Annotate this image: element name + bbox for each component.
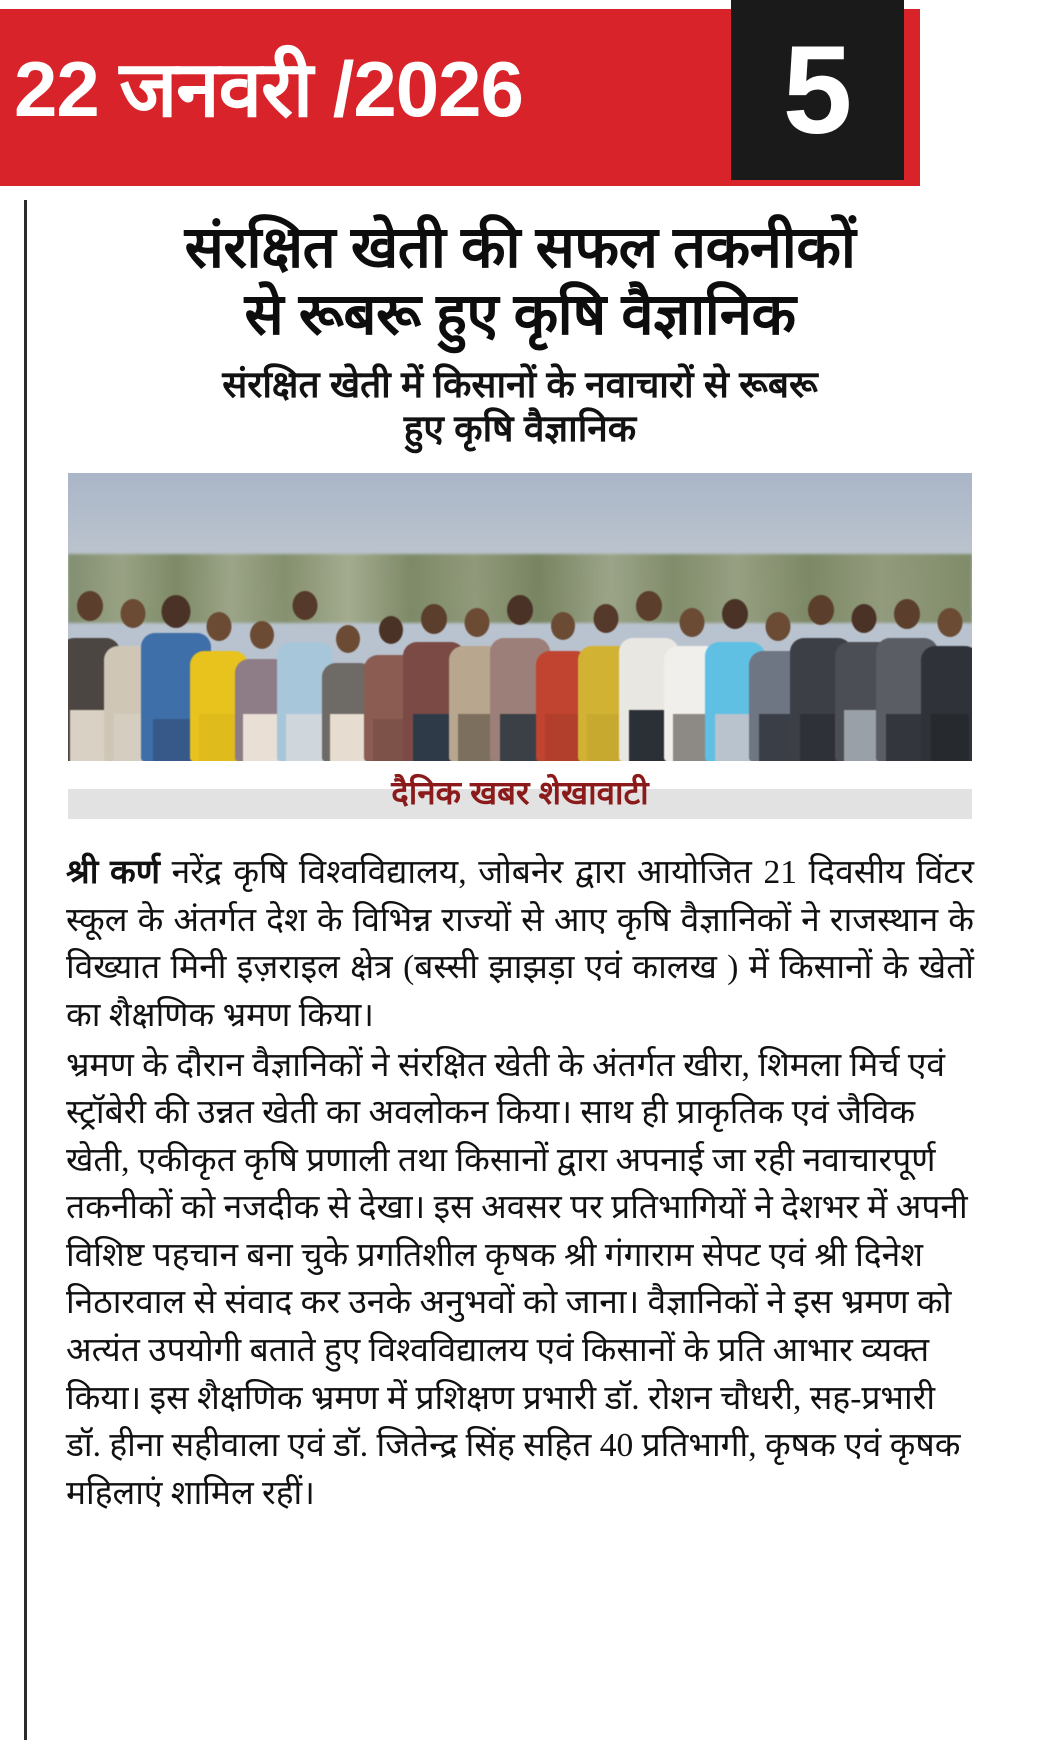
article-lead-in: श्री कर्ण (66, 854, 160, 892)
photo-group-of-people (68, 548, 972, 761)
article-paragraph (66, 849, 974, 1039)
subheadline-line-2: हुए कृषि वैज्ञानिक (403, 407, 637, 449)
photo-person-head (938, 608, 963, 637)
photo-person-head (421, 604, 447, 634)
photo-person-head (808, 595, 834, 625)
article-paragraph: भ्रमण के दौरान वैज्ञानिकों ने संरक्षित खेती के अंतर्गत खीरा, शिमला मिर्च एवं स्ट्रॉबेरी की उन्नत खेती का अवलोकन किया। साथ ही प्राकृतिक एवं जैविक खेती, एकीकृत कृषि प्रणाली तथा किसानों द्वारा अपनाई जा रही नवाचारपूर्ण तकनीकों को नजदीक से देखा। इस अवसर पर प्रतिभागियों ने देशभर में अपनी विशिष्ट पहचान बना चुके प्रगतिशील कृषक श्री गंगाराम सेपट एवं श्री दिनेश निठारवाल से संवाद कर उनके अनुभवों को जाना। वैज्ञानिकों ने इस भ्रमण को अत्यंत उपयोगी बताते हुए विश्वविद्यालय एवं किसानों के प्रति आभार व्यक्त किया। इस शैक्षणिक भ्रमण में प्रशिक्षण प्रभारी डॉ. रोशन चौधरी, सह-प्रभारी डॉ. हीना सहीवाला एवं डॉ. जितेन्द्र सिंह सहित 40 प्रतिभागी, कृषक एवं कृषक महिलाएं शामिल रहीं। (66, 1046, 968, 1512)
photo-person-legs (500, 714, 540, 761)
photo-person-legs (286, 714, 324, 761)
article-photo (68, 473, 972, 761)
photo-person-head (464, 608, 489, 637)
photo-person-head (636, 591, 662, 621)
photo-person-head (206, 612, 231, 641)
photo-person-head (680, 608, 705, 637)
photo-person-head (292, 591, 317, 620)
article-paragraph-1-text: नरेंद्र कृषि विश्वविद्यालय, जोबनेर द्वारा आयोजित 21 दिवसीय विंटर स्कूल के अंतर्गत देश के विभिन्न राज्यों से आए कृषि वैज्ञानिकों ने राजस्थान के विख्यात मिनी इज़राइल क्षेत्र (बस्सी झाझड़ा एवं कालख ) में किसानों के खेतों का शैक्षणिक भ्रमण किया। (66, 854, 974, 1034)
article-body (66, 849, 974, 1517)
photo-person-head (722, 599, 748, 629)
photo-person-legs (243, 714, 281, 761)
photo-person-head (77, 591, 103, 621)
photo-person-legs (199, 714, 239, 761)
headline-line-2: से रूबरू हुए कृषि वैज्ञानिक (244, 282, 796, 348)
photo-person-head (594, 604, 619, 633)
page-sheet (0, 186, 1040, 1747)
photo-person-head (161, 595, 190, 628)
photo-person-head (551, 612, 575, 640)
photo-person-head (336, 625, 360, 653)
photo-person-legs (330, 714, 366, 761)
photo-person-head (120, 599, 145, 628)
page-number: 5 (782, 20, 853, 160)
photo-person-legs (629, 710, 669, 761)
article-column (46, 200, 994, 1519)
photo-person-legs (545, 714, 581, 761)
byline-band (68, 774, 972, 819)
subheadline-line-1: संरक्षित खेती में किसानों के नवाचारों से रूबरू (222, 363, 818, 405)
headline-line-1: संरक्षित खेती की सफल तकनीकों (184, 215, 856, 280)
photo-person (283, 548, 326, 761)
page-title (60, 214, 980, 349)
photo-person-legs (931, 714, 969, 761)
left-column-rule (24, 200, 27, 1740)
photo-person-head (507, 595, 533, 625)
masthead (0, 0, 1040, 186)
subheadline (70, 363, 970, 452)
photo-person-head (379, 616, 403, 644)
photo-person-head (852, 604, 877, 633)
publication-date: 22 जनवरी /2026 (14, 45, 523, 133)
photo-person-head (894, 599, 920, 629)
photo-person-head (250, 621, 274, 649)
byline: दैनिक खबर शेखावाटी (391, 774, 649, 812)
photo-person-head (766, 612, 791, 641)
photo-person (929, 548, 972, 761)
